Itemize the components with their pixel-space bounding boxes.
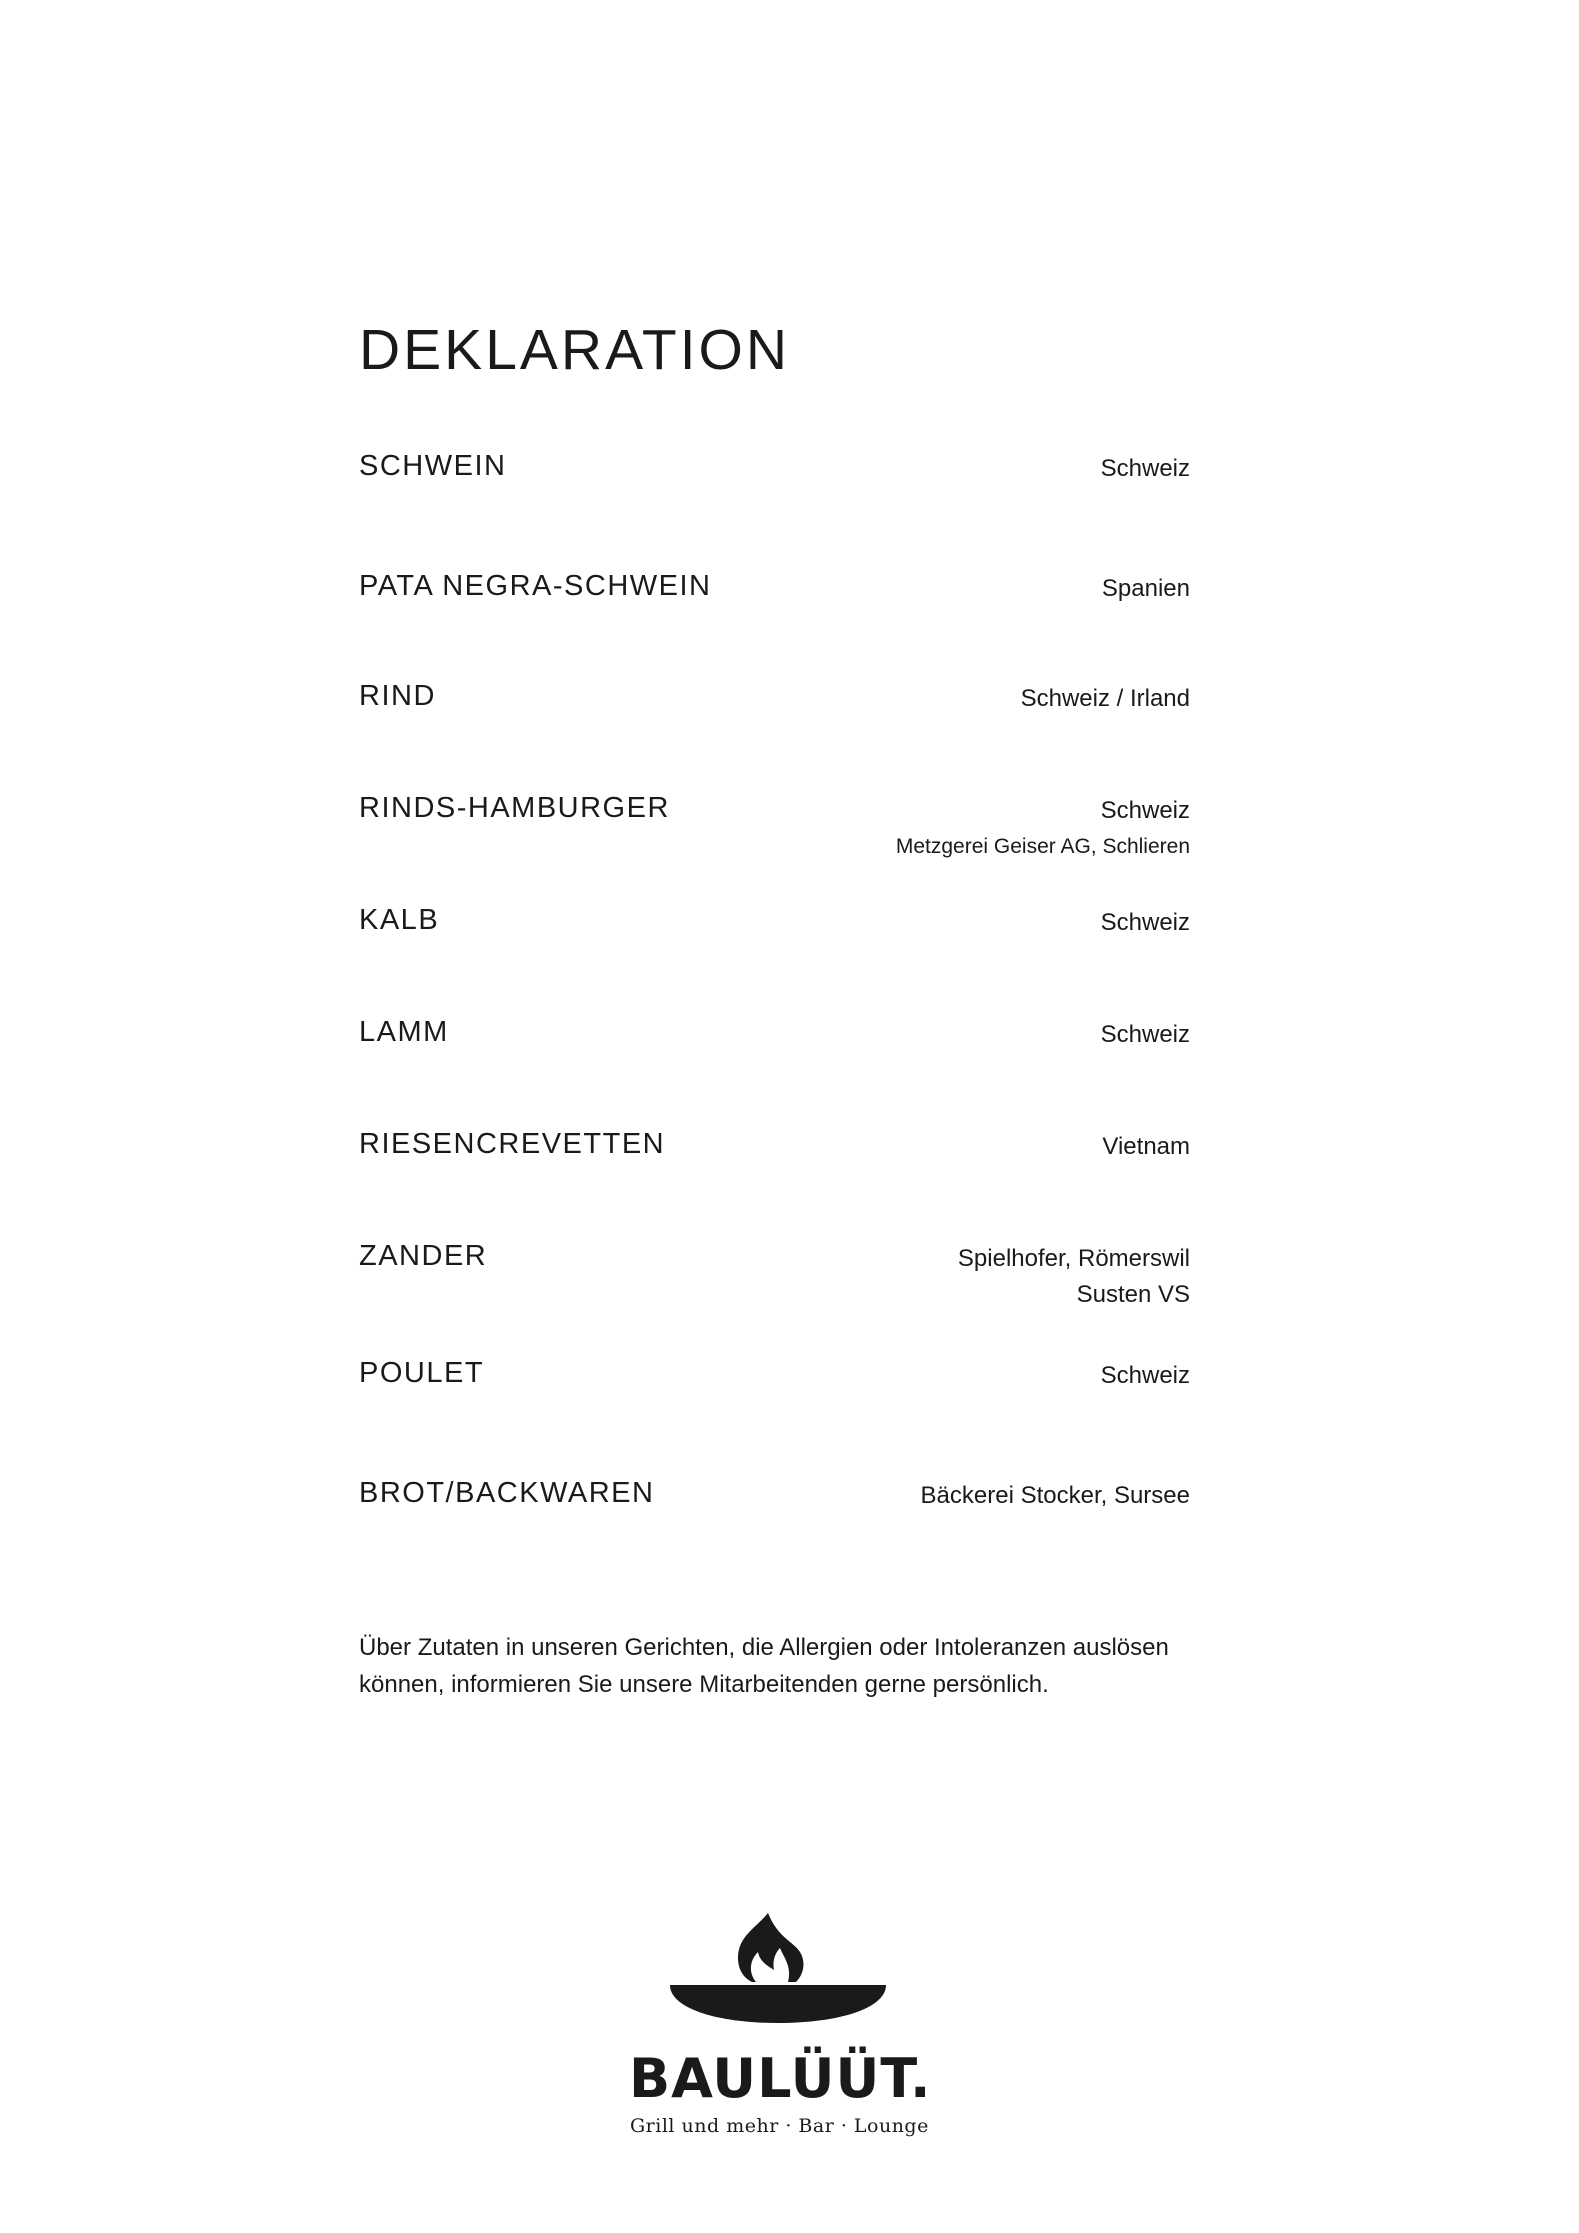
origin-line: Schweiz: [1100, 1362, 1190, 1389]
item-name: BROT/BACKWAREN: [359, 1477, 655, 1509]
bowl-icon: [670, 1985, 886, 2023]
item-name: POULET: [359, 1357, 485, 1389]
list-item: [359, 449, 1190, 487]
item-origin: [896, 791, 1190, 865]
item-name: LAMM: [359, 1016, 449, 1048]
origin-line: Schweiz: [1100, 909, 1190, 936]
allergen-note-line: können, informieren Sie unsere Mitarbeitenden gerne persönlich.: [359, 1671, 1049, 1698]
list-item: [359, 1239, 1190, 1313]
item-origin: [1101, 449, 1190, 487]
origin-line: Schweiz: [1100, 797, 1190, 824]
item-name: KALB: [359, 904, 440, 936]
origin-line: Spielhofer, Römerswil: [957, 1245, 1190, 1272]
item-name: RIESENCREVETTEN: [359, 1128, 666, 1160]
origin-line: Bäckerei Stocker, Sursee: [920, 1482, 1190, 1509]
origin-line: Schweiz / Irland: [1020, 685, 1190, 712]
list-item: [359, 1476, 1190, 1514]
item-name: RIND: [359, 680, 436, 712]
brand-name: BAULÜÜT.: [629, 2047, 932, 2110]
list-item: [359, 569, 1190, 607]
item-origin: [1101, 1015, 1190, 1053]
list-item: [359, 903, 1190, 941]
origin-line: Susten VS: [1076, 1281, 1190, 1308]
item-name: RINDS-HAMBURGER: [359, 792, 670, 824]
allergen-note-line: Über Zutaten in unseren Gerichten, die Allergien oder Intoleranzen auslösen: [359, 1634, 1169, 1661]
item-origin: [1102, 569, 1190, 607]
grill-bowl-logo-icon: [628, 1908, 932, 2148]
brand-tagline: Grill und mehr · Bar · Lounge: [630, 2115, 929, 2137]
list-item: [359, 791, 1190, 865]
item-origin: [958, 1239, 1190, 1313]
list-item: [359, 1356, 1190, 1394]
declaration-list: [359, 0, 1190, 2233]
allergen-note: [359, 1629, 1239, 1703]
page-title: DEKLARATION: [359, 318, 791, 382]
item-origin: [1101, 1356, 1190, 1394]
item-origin: [921, 1476, 1190, 1514]
item-name: ZANDER: [359, 1240, 488, 1272]
list-item: [359, 1015, 1190, 1053]
list-item: [359, 679, 1190, 717]
item-origin: [1102, 1127, 1190, 1165]
item-name: SCHWEIN: [359, 450, 507, 482]
item-name: PATA NEGRA-SCHWEIN: [359, 570, 712, 602]
origin-line: Spanien: [1101, 575, 1190, 602]
item-origin: [1101, 903, 1190, 941]
flame-icon: [738, 1913, 803, 1982]
list-item: [359, 1127, 1190, 1165]
item-origin: [1021, 679, 1190, 717]
origin-line: Vietnam: [1102, 1133, 1190, 1160]
origin-line: Schweiz: [1100, 1021, 1190, 1048]
origin-detail: Metzgerei Geiser AG, Schlieren: [895, 835, 1190, 858]
origin-line: Schweiz: [1100, 455, 1190, 482]
